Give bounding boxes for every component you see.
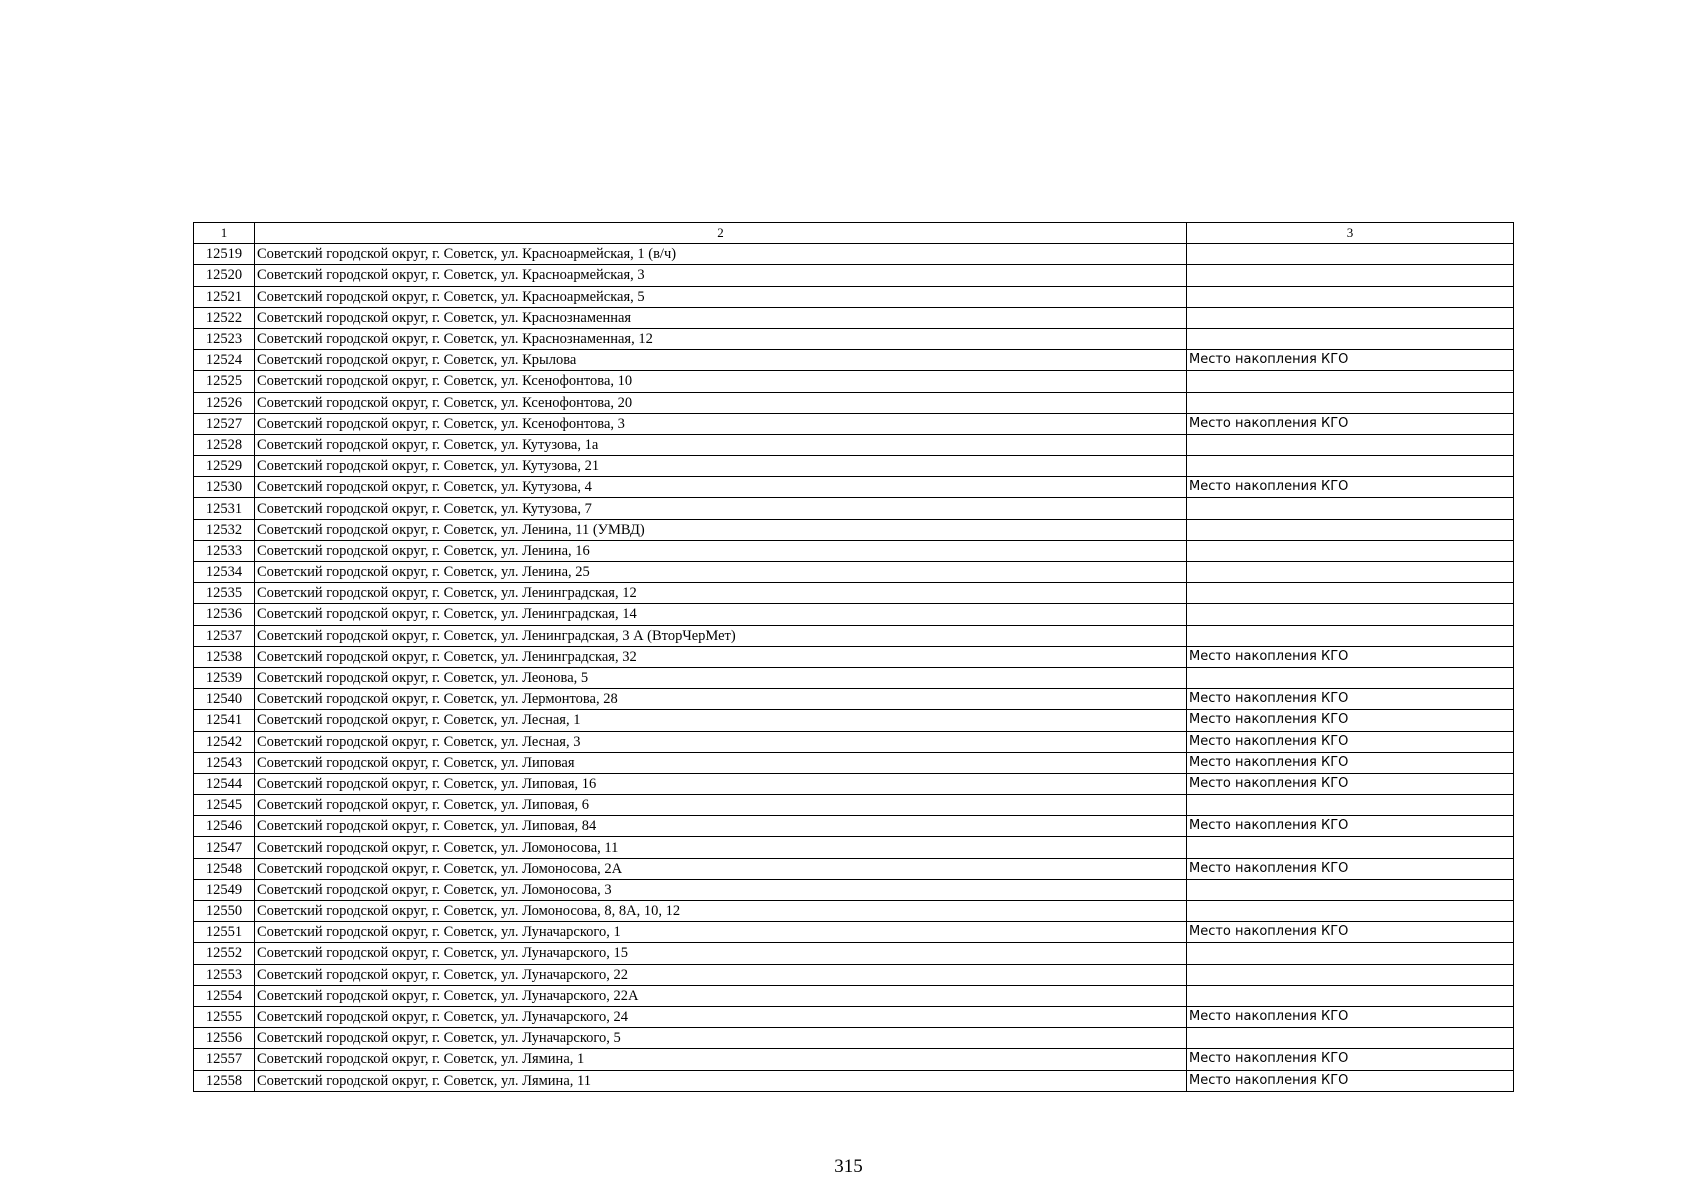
address-cell: Советский городской округ, г. Советск, ул. Луначарского, 1 [255,922,1187,943]
table-row [194,710,1514,731]
note-cell [1187,1028,1514,1049]
page-number: 315 [834,1156,863,1177]
note-cell [1187,434,1514,455]
row-number-cell: 12551 [194,922,255,943]
row-number-cell: 12536 [194,604,255,625]
note-cell: Место накопления КГО [1187,350,1514,371]
row-number-cell: 12545 [194,795,255,816]
note-cell [1187,795,1514,816]
note-cell: Место накопления КГО [1187,477,1514,498]
row-number-cell: 12522 [194,307,255,328]
row-number-cell: 12556 [194,1028,255,1049]
table-row [194,434,1514,455]
address-cell: Советский городской округ, г. Советск, ул. Ленинградская, 12 [255,583,1187,604]
table-row [194,562,1514,583]
row-number-cell: 12540 [194,689,255,710]
table-row [194,922,1514,943]
address-cell: Советский городской округ, г. Советск, ул. Кутузова, 21 [255,456,1187,477]
address-cell: Советский городской округ, г. Советск, ул. Липовая, 84 [255,816,1187,837]
row-number-cell: 12527 [194,413,255,434]
address-cell: Советский городской округ, г. Советск, ул. Ломоносова, 2А [255,858,1187,879]
row-number-cell: 12541 [194,710,255,731]
row-number-cell: 12557 [194,1049,255,1070]
address-cell: Советский городской округ, г. Советск, ул. Кутузова, 1а [255,434,1187,455]
address-cell: Советский городской округ, г. Советск, ул. Леонова, 5 [255,667,1187,688]
address-cell: Советский городской округ, г. Советск, ул. Ломоносова, 11 [255,837,1187,858]
table-row [194,667,1514,688]
note-cell [1187,265,1514,286]
address-cell: Советский городской округ, г. Советск, ул. Лесная, 1 [255,710,1187,731]
note-cell [1187,604,1514,625]
note-cell [1187,392,1514,413]
row-number-cell: 12558 [194,1070,255,1091]
note-cell [1187,964,1514,985]
note-cell: Место накопления КГО [1187,710,1514,731]
table-row [194,1049,1514,1070]
row-number-cell: 12531 [194,498,255,519]
address-cell: Советский городской округ, г. Советск, ул. Липовая [255,752,1187,773]
address-cell: Советский городской округ, г. Советск, ул. Красноармейская, 3 [255,265,1187,286]
note-cell [1187,583,1514,604]
row-number-cell: 12534 [194,562,255,583]
address-cell: Советский городской округ, г. Советск, ул. Ленинградская, 3 А (ВторЧерМет) [255,625,1187,646]
table-row [194,413,1514,434]
note-cell [1187,286,1514,307]
table-row [194,773,1514,794]
table-row [194,625,1514,646]
table-row [194,477,1514,498]
note-cell: Место накопления КГО [1187,858,1514,879]
note-cell [1187,985,1514,1006]
address-cell: Советский городской округ, г. Советск, ул. Красноармейская, 5 [255,286,1187,307]
address-cell: Советский городской округ, г. Советск, ул. Ломоносова, 8, 8А, 10, 12 [255,901,1187,922]
row-number-cell: 12548 [194,858,255,879]
table-row [194,350,1514,371]
row-number-cell: 12538 [194,646,255,667]
note-cell [1187,837,1514,858]
note-cell [1187,625,1514,646]
table-row [194,604,1514,625]
note-cell [1187,456,1514,477]
row-number-cell: 12544 [194,773,255,794]
row-number-cell: 12528 [194,434,255,455]
address-cell: Советский городской округ, г. Советск, ул. Лермонтова, 28 [255,689,1187,710]
row-number-cell: 12535 [194,583,255,604]
row-number-cell: 12543 [194,752,255,773]
row-number-cell: 12533 [194,540,255,561]
note-cell: Место накопления КГО [1187,773,1514,794]
address-cell: Советский городской округ, г. Советск, ул. Луначарского, 5 [255,1028,1187,1049]
note-cell: Место накопления КГО [1187,752,1514,773]
address-cell: Советский городской округ, г. Советск, ул. Лямина, 1 [255,1049,1187,1070]
table-row [194,752,1514,773]
row-number-cell: 12539 [194,667,255,688]
table-row [194,1028,1514,1049]
row-number-cell: 12552 [194,943,255,964]
table-row [194,795,1514,816]
row-number-cell: 12523 [194,328,255,349]
address-cell: Советский городской округ, г. Советск, ул. Ленина, 25 [255,562,1187,583]
row-number-cell: 12532 [194,519,255,540]
row-number-cell: 12547 [194,837,255,858]
row-number-cell: 12546 [194,816,255,837]
table-row [194,985,1514,1006]
table-row [194,879,1514,900]
address-cell: Советский городской округ, г. Советск, ул. Луначарского, 22А [255,985,1187,1006]
address-cell: Советский городской округ, г. Советск, ул. Ленина, 16 [255,540,1187,561]
table-row [194,1006,1514,1027]
address-cell: Советский городской округ, г. Советск, ул. Ксенофонтова, 3 [255,413,1187,434]
address-cell: Советский городской округ, г. Советск, ул. Лямина, 11 [255,1070,1187,1091]
table-row [194,901,1514,922]
table-row [194,646,1514,667]
row-number-cell: 12524 [194,350,255,371]
table-row [194,816,1514,837]
row-number-cell: 12520 [194,265,255,286]
address-cell: Советский городской округ, г. Советск, ул. Красноармейская, 1 (в/ч) [255,244,1187,265]
row-number-cell: 12542 [194,731,255,752]
note-cell [1187,540,1514,561]
row-number-cell: 12529 [194,456,255,477]
table-row [194,244,1514,265]
table-row [194,943,1514,964]
row-number-cell: 12521 [194,286,255,307]
table-row [194,265,1514,286]
address-cell: Советский городской округ, г. Советск, ул. Краснознаменная [255,307,1187,328]
table-row [194,689,1514,710]
address-cell: Советский городской округ, г. Советск, ул. Лесная, 3 [255,731,1187,752]
row-number-cell: 12519 [194,244,255,265]
table-row [194,519,1514,540]
header-cell-3: 3 [1187,223,1514,244]
address-cell: Советский городской округ, г. Советск, ул. Ксенофонтова, 10 [255,371,1187,392]
header-cell-1: 1 [194,223,255,244]
table-row [194,858,1514,879]
table-row [194,328,1514,349]
table-row [194,837,1514,858]
note-cell [1187,667,1514,688]
table-row [194,731,1514,752]
table-row [194,1070,1514,1091]
address-cell: Советский городской округ, г. Советск, ул. Крылова [255,350,1187,371]
note-cell: Место накопления КГО [1187,1070,1514,1091]
address-table [193,222,1514,1092]
table-body [194,223,1514,1092]
address-cell: Советский городской округ, г. Советск, ул. Краснознаменная, 12 [255,328,1187,349]
row-number-cell: 12550 [194,901,255,922]
note-cell: Место накопления КГО [1187,646,1514,667]
row-number-cell: 12525 [194,371,255,392]
row-number-cell: 12526 [194,392,255,413]
note-cell [1187,901,1514,922]
table-row [194,964,1514,985]
address-cell: Советский городской округ, г. Советск, ул. Луначарского, 15 [255,943,1187,964]
row-number-cell: 12554 [194,985,255,1006]
note-cell [1187,371,1514,392]
table-row [194,286,1514,307]
note-cell [1187,244,1514,265]
address-cell: Советский городской округ, г. Советск, ул. Ленина, 11 (УМВД) [255,519,1187,540]
note-cell [1187,562,1514,583]
note-cell: Место накопления КГО [1187,816,1514,837]
address-cell: Советский городской округ, г. Советск, ул. Ленинградская, 14 [255,604,1187,625]
table-row [194,392,1514,413]
note-cell: Место накопления КГО [1187,413,1514,434]
note-cell [1187,519,1514,540]
row-number-cell: 12530 [194,477,255,498]
table-row [194,498,1514,519]
row-number-cell: 12555 [194,1006,255,1027]
address-cell: Советский городской округ, г. Советск, ул. Липовая, 16 [255,773,1187,794]
table-row [194,540,1514,561]
address-cell: Советский городской округ, г. Советск, ул. Ксенофонтова, 20 [255,392,1187,413]
note-cell [1187,498,1514,519]
note-cell: Место накопления КГО [1187,1049,1514,1070]
row-number-cell: 12553 [194,964,255,985]
note-cell [1187,307,1514,328]
table-row [194,456,1514,477]
header-cell-2: 2 [255,223,1187,244]
table-row [194,371,1514,392]
note-cell: Место накопления КГО [1187,1006,1514,1027]
note-cell [1187,943,1514,964]
note-cell [1187,879,1514,900]
table-row [194,307,1514,328]
row-number-cell: 12537 [194,625,255,646]
address-cell: Советский городской округ, г. Советск, ул. Ленинградская, 32 [255,646,1187,667]
table-row [194,583,1514,604]
address-cell: Советский городской округ, г. Советск, ул. Ломоносова, 3 [255,879,1187,900]
address-cell: Советский городской округ, г. Советск, ул. Кутузова, 4 [255,477,1187,498]
address-cell: Советский городской округ, г. Советск, ул. Луначарского, 22 [255,964,1187,985]
header-row [194,223,1514,244]
address-cell: Советский городской округ, г. Советск, ул. Луначарского, 24 [255,1006,1187,1027]
row-number-cell: 12549 [194,879,255,900]
note-cell [1187,328,1514,349]
note-cell: Место накопления КГО [1187,731,1514,752]
note-cell: Место накопления КГО [1187,689,1514,710]
address-cell: Советский городской округ, г. Советск, ул. Липовая, 6 [255,795,1187,816]
address-cell: Советский городской округ, г. Советск, ул. Кутузова, 7 [255,498,1187,519]
note-cell: Место накопления КГО [1187,922,1514,943]
